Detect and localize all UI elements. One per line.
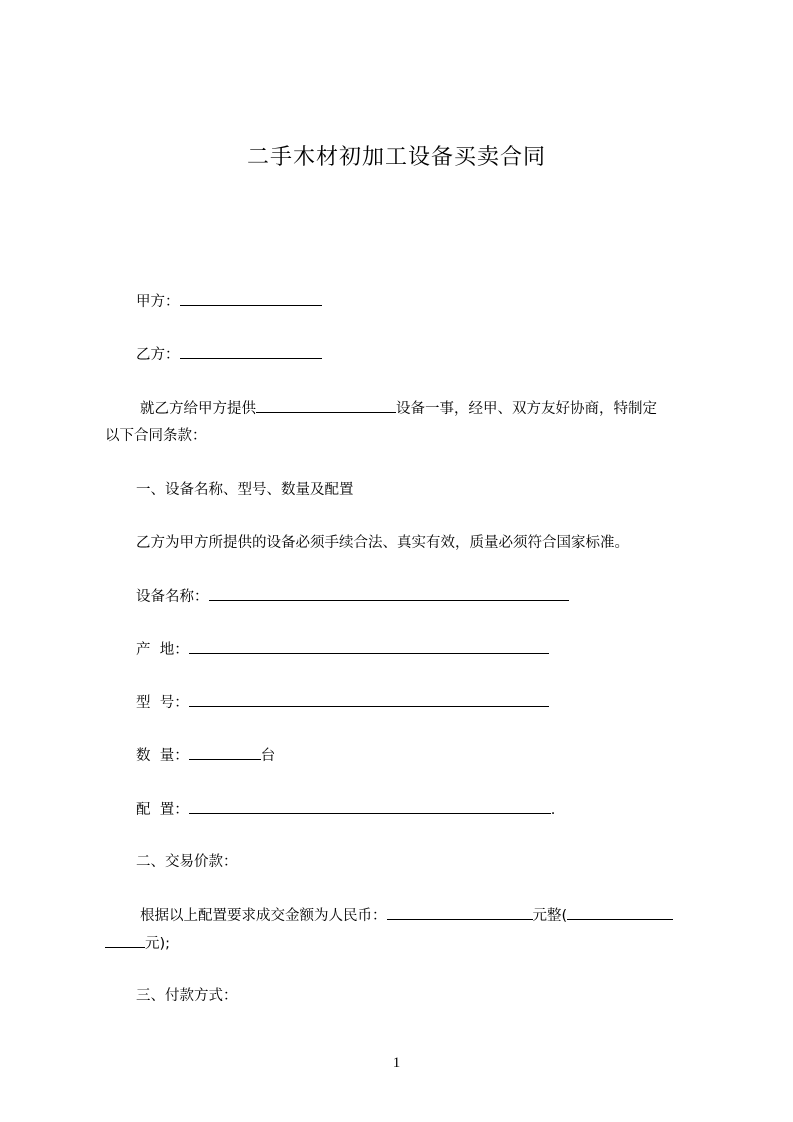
quantity-unit: 台 — [260, 748, 276, 764]
origin-blank — [189, 639, 549, 654]
origin-line — [136, 639, 549, 660]
section2-heading: 二、交易价款： — [136, 854, 238, 870]
equipment-type-blank — [256, 398, 396, 413]
price-prefix: 根据以上配置要求成交金额为人民币： — [140, 908, 387, 924]
config-line — [136, 799, 555, 820]
equipment-name-label: 设备名称： — [136, 589, 209, 605]
section1-heading: 一、设备名称、型号、数量及配置 — [136, 482, 354, 498]
model-line — [136, 692, 549, 713]
config-label: 配 置： — [136, 802, 189, 818]
intro-suffix: 设备一事，经甲、双方友好协商，特制定 — [396, 401, 657, 417]
price-mid: 元整( — [532, 908, 568, 924]
party-b-label: 乙方： — [136, 347, 180, 363]
price-end: 元); — [145, 936, 171, 952]
party-a-label: 甲方： — [136, 294, 180, 310]
price-line-2 — [105, 933, 170, 954]
equipment-name-blank — [209, 586, 569, 601]
equipment-name-line — [136, 586, 569, 607]
origin-label: 产 地： — [136, 642, 189, 658]
page-number: 1 — [392, 1055, 401, 1071]
price-uppercase-blank-cont — [105, 933, 145, 948]
quantity-label: 数 量： — [136, 748, 189, 764]
price-amount-blank — [387, 905, 533, 920]
price-line-1 — [140, 905, 673, 926]
price-uppercase-blank — [567, 905, 673, 920]
party-b-blank — [180, 344, 322, 359]
party-a-blank — [180, 291, 322, 306]
page-title: 二手木材初加工设备买卖合同 — [246, 145, 546, 170]
intro-line-2: 以下合同条款： — [105, 428, 207, 444]
quantity-line — [136, 745, 275, 766]
intro-line-1 — [140, 398, 657, 419]
section1-text: 乙方为甲方所提供的设备必须手续合法、真实有效，质量必须符合国家标准。 — [136, 535, 629, 551]
intro-prefix: 就乙方给甲方提供 — [140, 401, 256, 417]
party-a-line — [136, 291, 322, 312]
party-b-line — [136, 344, 322, 365]
config-end: . — [550, 802, 556, 818]
quantity-blank — [189, 745, 261, 760]
model-blank — [189, 692, 549, 707]
config-blank — [189, 799, 551, 814]
model-label: 型 号： — [136, 695, 189, 711]
section3-heading: 三、付款方式： — [136, 988, 238, 1004]
